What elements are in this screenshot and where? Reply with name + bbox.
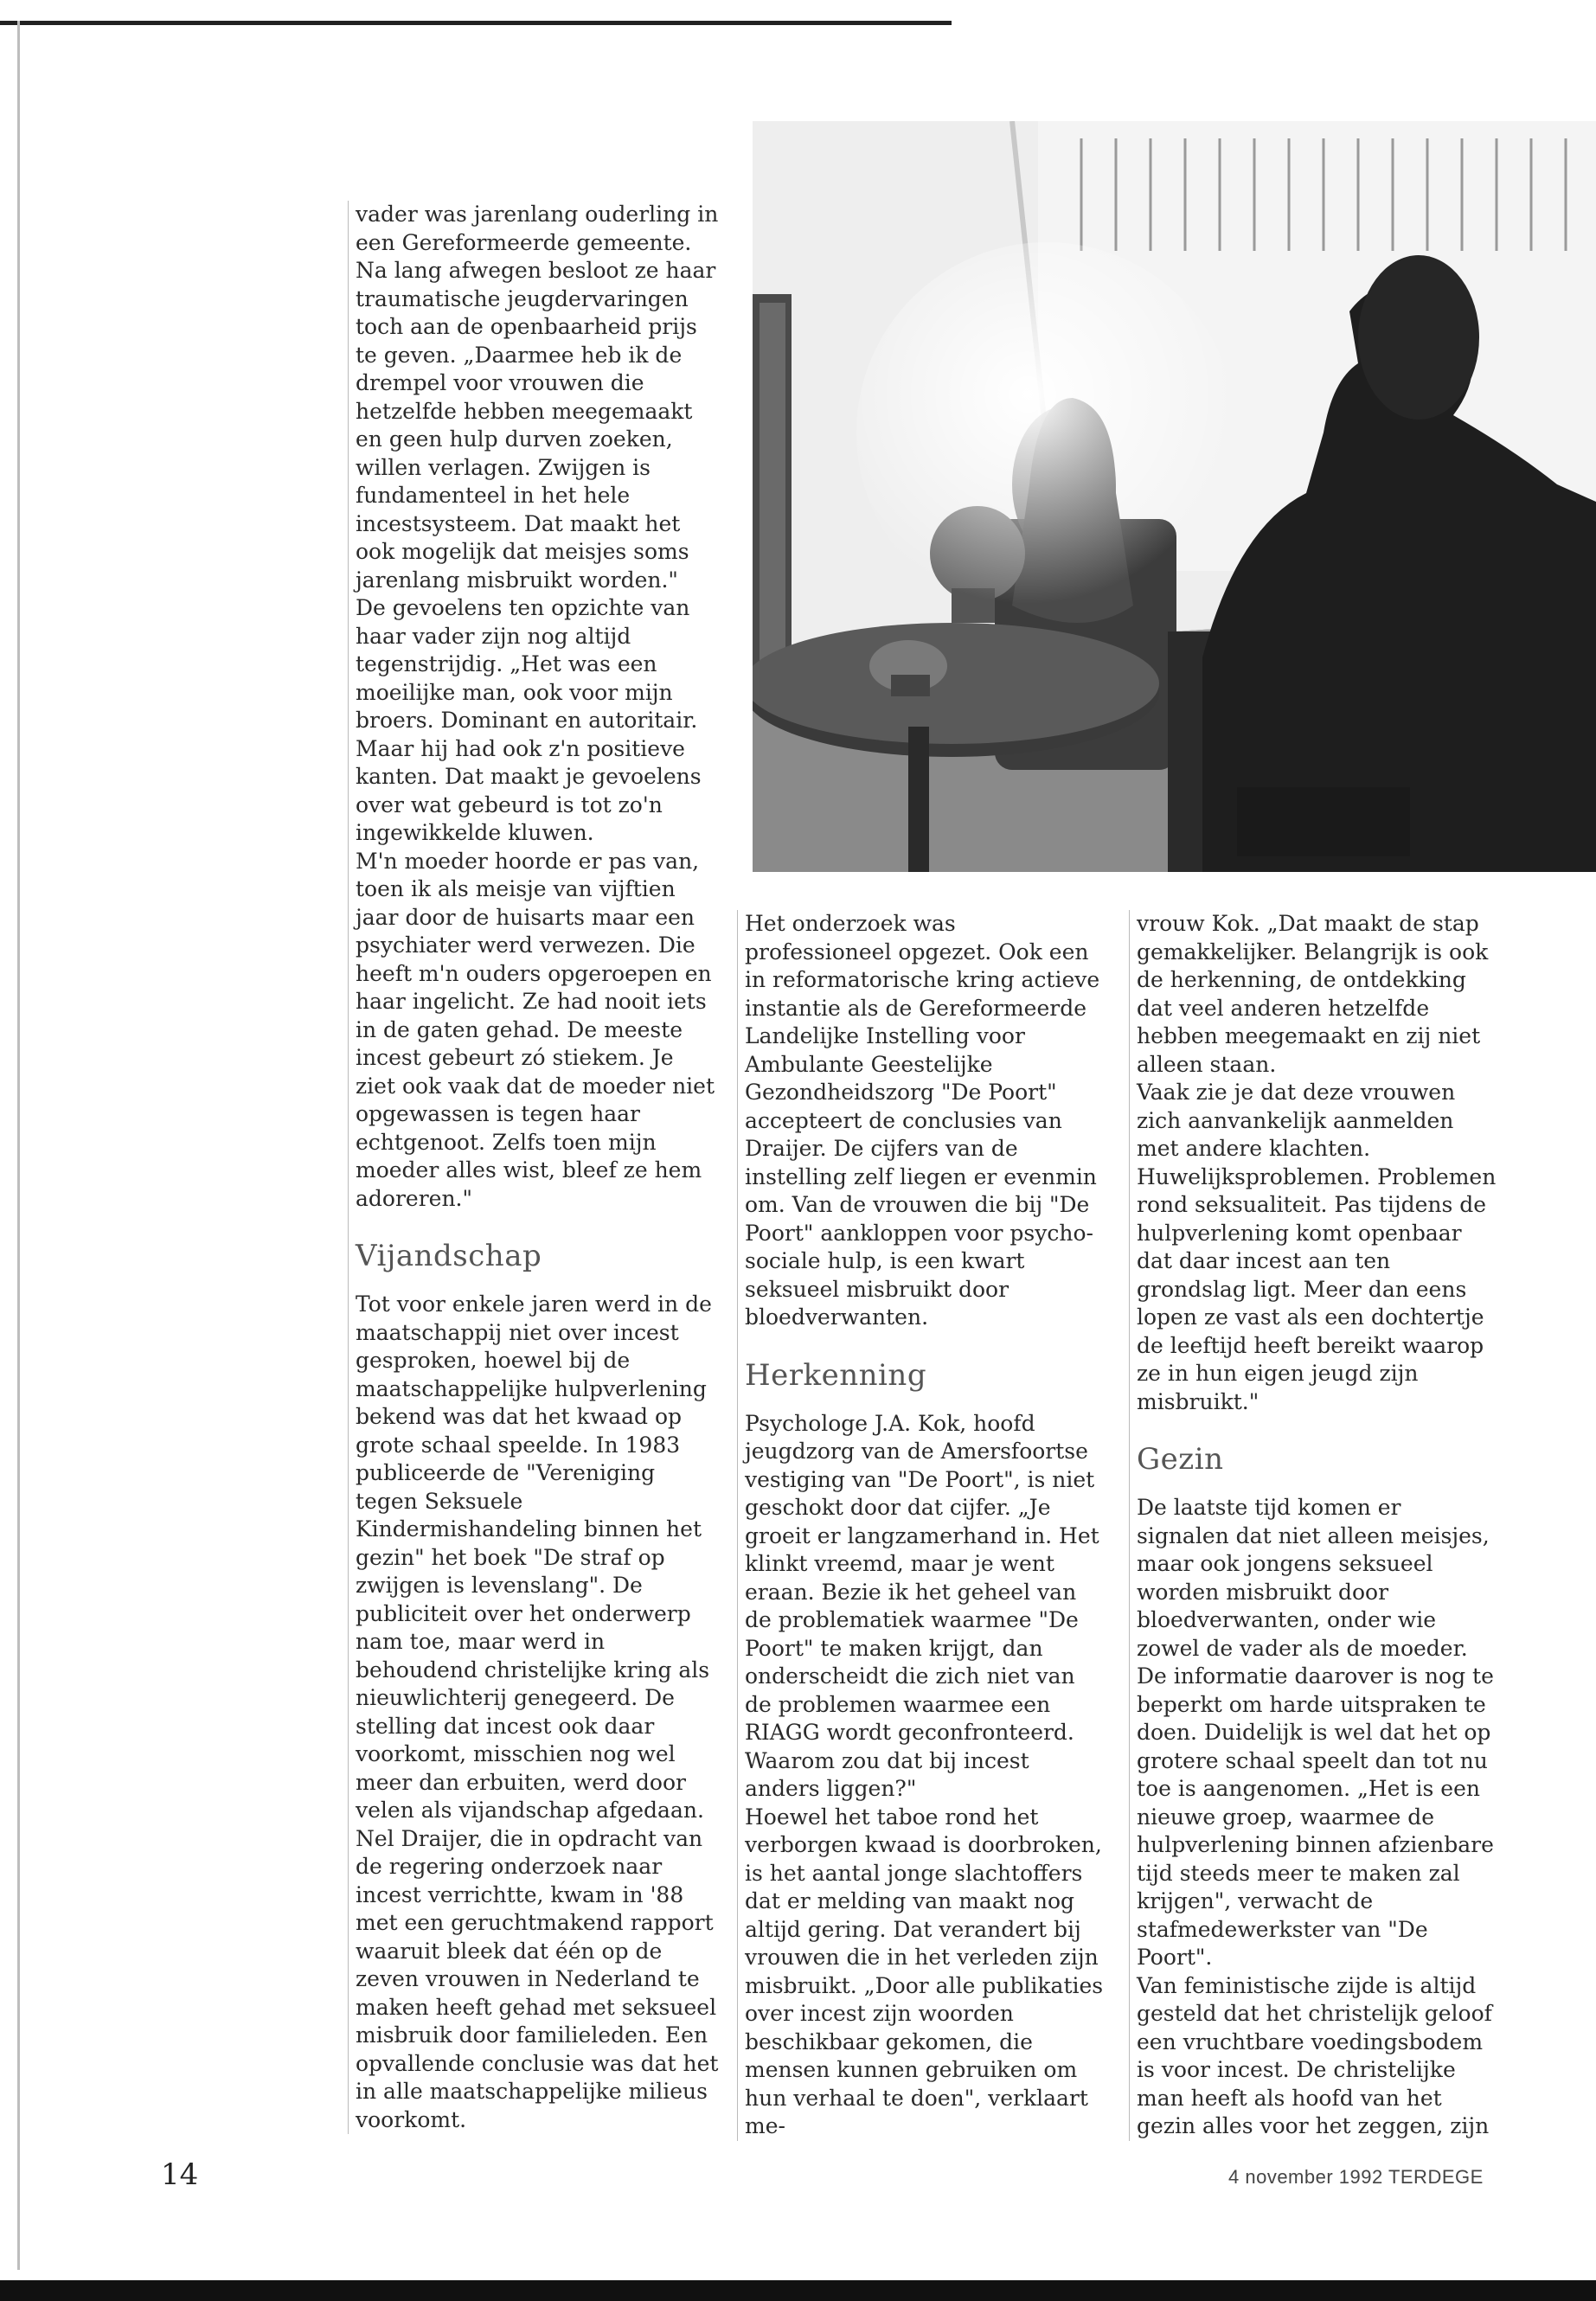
paragraph: De gevoelens ten opzichte van haar vader zijn nog altijd tegenstrijdig. „Het was een moeilijke man, ook voor mijn broers. Dominant en autoritair. Maar hij had ook z'n positieve kanten. Dat maakt je gevoelens over wat gebeurd is tot zo'n ingewikkelde kluwen. [356, 595, 702, 845]
left-margin-rule [17, 21, 20, 2270]
paragraph: Tot voor enkele jaren werd in de maatschappij niet over incest gesproken, hoewel bij de maatschappelijke hulpverlening bekend was dat het kwaad op grote schaal speelde. In 1983 publiceerde de "Vereniging tegen Seksuele Kindermishandeling binnen het gezin" het boek "De straf op zwijgen is levenslang". De publiciteit over het onderwerp nam toe, maar werd in behoudend christelijke kring als nieuwlichterij genegeerd. De stelling dat incest ook daar voorkomt, misschien nog wel meer dan erbuiten, werd door velen als vijandschap afgedaan. [356, 1292, 712, 1823]
section-heading-herkenning: Herkenning [745, 1357, 927, 1393]
bottom-rule [0, 2280, 1596, 2301]
paragraph: Vaak zie je dat deze vrouwen zich aanvankelijk aanmelden met andere klachten. Huwelijksproblemen. Problemen rond seksualiteit. Pas tijdens de hulpverlening komt openbaar dat daar incest aan ten grondslag ligt. Meer dan eens lopen ze vast als een dochtertje de leeftijd heeft bereikt waarop ze in hun eigen jeugd zijn misbruikt." [1137, 1080, 1497, 1414]
article-column-1 [348, 201, 719, 2134]
paragraph: Hoewel het taboe rond het verborgen kwaad is doorbroken, is het aantal jonge slachtoffers dat er melding van maakt nog altijd gering. Dat verandert bij vrouwen die in het verleden zijn misbruikt. „Door alle publikaties over incest zijn woorden beschikbaar gekomen, die mensen kunnen gebruiken om hun verhaal te doen", verklaart me- [745, 1804, 1104, 2138]
article-column-2 [737, 910, 1108, 2141]
footer-publication-date: 4 november 1992 TERDEGE [1228, 2166, 1484, 2188]
article-column-3 [1129, 910, 1500, 2141]
paragraph: vrouw Kok. „Dat maakt de stap gemakkelijker. Belangrijk is ook de herkenning, de ontdekking dat veel anderen hetzelfde hebben meegemaakt en zij niet alleen staan. [1137, 911, 1489, 1077]
section-heading-gezin: Gezin [1137, 1442, 1224, 1477]
page-number: 14 [161, 2157, 199, 2192]
counseling-photo [753, 121, 1596, 872]
paragraph: Nel Draijer, die in opdracht van de regering onderzoek naar incest verrichtte, kwam in '88 met een geruchtmakend rapport waaruit bleek dat één op de zeven vrouwen in Nederland te maken heeft gehad met seksueel misbruik door familieleden. Een opvallende conclusie was dat het in alle maatschappelijke milieus voorkomt. [356, 1825, 719, 2132]
paragraph: Psychologe J.A. Kok, hoofd jeugdzorg van de Amersfoortse vestiging van "De Poort", is niet geschokt door dat cijfer. „Je groeit er langzamerhand in. Het klinkt vreemd, maar je went eraan. Bezie ik het geheel van de problematiek waarmee "De Poort" te maken krijgt, dan onderscheidt die zich niet van de problemen waarmee een RIAGG wordt geconfronteerd. Waarom zou dat bij incest anders liggen?" [745, 1410, 1099, 1801]
paragraph: Het onderzoek was professioneel opgezet. Ook een in reformatorische kring actieve instantie als de Gereformeerde Landelijke Instelling voor Ambulante Geestelijke Gezondheidszorg "De Poort" accepteert de conclusies van Draijer. De cijfers van de instelling zelf liegen er evenmin om. Van de vrouwen die bij "De Poort" aankloppen voor psycho-sociale hulp, is een kwart seksueel misbruikt door bloedverwanten. [745, 911, 1100, 1330]
top-rule [0, 21, 952, 25]
paragraph: Van feministische zijde is altijd gesteld dat het christelijk geloof een vruchtbare voedingsbodem is voor incest. De christelijke man heeft als hoofd van het gezin alles voor het zeggen, zijn [1137, 1972, 1492, 2138]
paragraph: De laatste tijd komen er signalen dat niet alleen meisjes, maar ook jongens seksueel worden misbruikt door bloedverwanten, onder wie zowel de vader als de moeder. De informatie daarover is nog te beperkt om harde uitspraken te doen. Duidelijk is wel dat het op grotere schaal speelt dan tot nu toe is aangenomen. „Het is een nieuwe groep, waarmee de hulpverlening binnen afzienbare tijd steeds meer te maken zal krijgen", verwacht de stafmedewerkster van "De Poort". [1137, 1495, 1494, 1970]
section-heading-vijandschap: Vijandschap [356, 1239, 542, 1273]
paragraph: M'n moeder hoorde er pas van, toen ik als meisje van vijftien jaar door de huisarts maar een psychiater werd verwezen. Die heeft m'n ouders opgeroepen en haar ingelicht. Ze had nooit iets in de gaten gehad. De meeste incest gebeurt zó stiekem. Je ziet ook vaak dat de moeder niet opgewassen is tegen haar echtgenoot. Zelfs toen mijn moeder alles wist, bleef ze hem adoreren." [356, 848, 715, 1211]
photo-scene [753, 121, 1596, 872]
paragraph: vader was jarenlang ouderling in een Gereformeerde gemeente. Na lang afwegen besloot ze haar traumatische jeugdervaringen toch aan de openbaarheid prijs te geven. „Daarmee heb ik de drempel voor vrouwen die hetzelfde hebben meegemaakt en geen hulp durven zoeken, willen verlagen. Zwijgen is fundamenteel in het hele incestsysteem. Dat maakt het ook mogelijk dat meisjes soms jarenlang misbruikt worden." [356, 202, 719, 593]
